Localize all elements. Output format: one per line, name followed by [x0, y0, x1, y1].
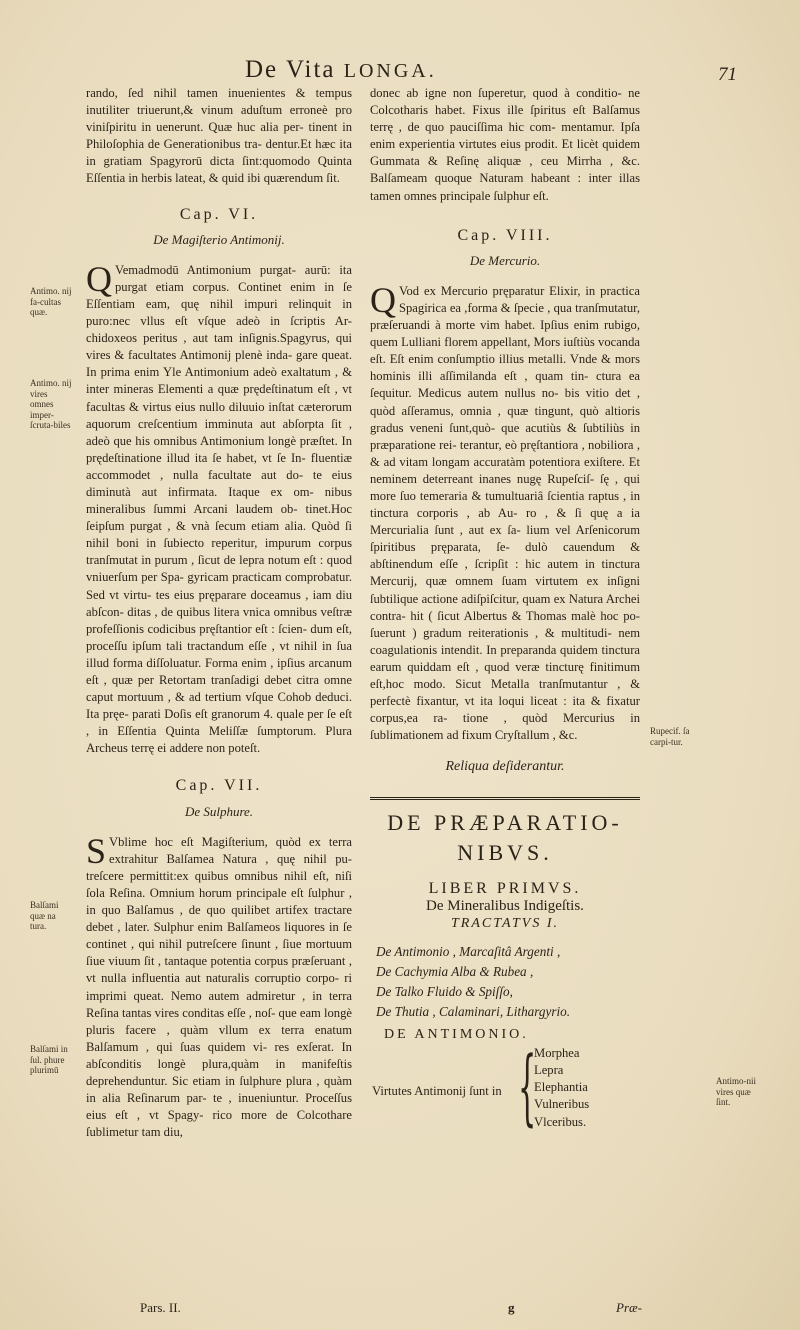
left-column — [86, 85, 352, 1141]
text-line: alia. Quòd ſi nihil boni in ſubiecto reperitur, — [86, 519, 353, 551]
margin-note: Antimo-nii vires quæ ſint. — [716, 1076, 756, 1107]
chapter-8-text — [370, 279, 641, 745]
text-line: Eſt enim conſumptio illius metalli. Vnde & — [389, 352, 611, 367]
text-line: tingunt, quò altioris gradus veneni ſunt,quò- — [370, 403, 640, 435]
text-line: enim , ipſius arcanum eſt , quæ per Retortam — [86, 655, 352, 687]
text-line: treſcere permittit:ex quibus omnibus nihil eſt, — [86, 868, 330, 883]
right-column — [370, 85, 640, 1141]
text-line: tranſadigi debet citra omne caput mortuum , — [86, 673, 352, 705]
text-line: terantur, eò pręſtantiora , nobiliora , & ad — [370, 437, 640, 469]
text-line: lium vel Arſenicorum ſpiritibus pręparata, ſe- — [370, 523, 640, 555]
text-line: que eam longè pluris facere , quàm vllum ex — [86, 1005, 352, 1037]
text-line: quidem tinctura earum quiddam eſt , quod — [370, 642, 640, 674]
text-line: tes eius pręparare doceamus , iam diu abſcon- — [86, 587, 352, 619]
text-line: dulò cauendum & abſtinendum eſſe , ſcripſit : — [370, 540, 640, 572]
text-line: Vemadmodū Antimonium purgat- aurū: — [115, 262, 331, 277]
page-number: 71 — [718, 64, 737, 85]
text-line: hit ( ſicut Albertus & Thomas malè hoc po- — [410, 608, 640, 623]
list-item: Lepra — [534, 1063, 564, 1078]
text-line: niſi ſola Reſina. Omnium horum principale — [86, 868, 352, 900]
text-line: inutiliter triuerunt,& vinum aduſtum erroneè — [86, 103, 328, 118]
text-line: nem coagulationis intendit. In preparanda — [370, 625, 640, 657]
contents-line: De Antimonio , Marcaſitâ Argenti , — [376, 943, 561, 959]
chapter-6-subtitle: De Magiſterio Antimonij. — [153, 231, 285, 247]
text-line: ne Colcotharis habet. Fixus ille ſpiritus eſt — [370, 86, 640, 118]
text-line: quæ prędeſtinatum eſt , vt facultas & virtus — [86, 382, 353, 414]
text-line: Balſamus terrę , de quo pauciſſima hic com- — [370, 103, 640, 135]
de-mineralibus-heading: De Mineralibus Indigeſtis. — [426, 897, 584, 914]
text-line: adeò exaltatum , & inter mineras Elementi a — [86, 365, 352, 397]
text-line: extrahitur Balſamea Natura , quę nihil pu- — [109, 851, 352, 866]
chapter-8-title: Cap. VIII. — [457, 226, 553, 244]
text-line: mentamur. Ipſa enim experientia virtutes eius — [370, 120, 640, 152]
chapter-6-title: Cap. VI. — [179, 205, 259, 223]
liber-heading: LIBER PRIMVS. — [428, 880, 582, 898]
text-line: nibus mineralibus ſummi Arcani laudem ob- — [86, 484, 352, 517]
text-line: florem appellant, Mors iuſtiùs vocanda eſt. — [370, 335, 640, 367]
catchword: Præ- — [616, 1300, 642, 1315]
text-line: res exſerat. In abſconditis longè plura,quàm — [86, 1039, 352, 1071]
text-line: impurum corpus tranſmutat in purum , ſicut — [86, 536, 352, 568]
chapter-7-subtitle: De Sulphure. — [184, 803, 254, 819]
text-line: eſt ſulphur , in quo Balſamus , de quo quilibet — [86, 885, 352, 918]
drop-cap: Q — [86, 258, 112, 299]
text-line: ctura ea ſequitur. Medicus autem nullus no- — [370, 369, 640, 401]
margin-note: Antimo. nij vires omnes imper-ſcruta-biles — [30, 378, 72, 430]
text-line: vt nihil in ſua illud forma diſſoluatur. Forma — [86, 638, 353, 670]
text-line: gyricam practicam comprobatur. Sed vt virtu- — [86, 570, 352, 602]
running-head-title: De Vita — [245, 56, 344, 83]
tractatus-heading: TRACTATVS I. — [450, 915, 559, 931]
margin-note: Balſami in ſul. phure plurimū — [30, 1044, 68, 1075]
drop-cap: S — [86, 830, 107, 871]
running-head-title-b: LONGA. — [343, 60, 437, 82]
text-line: eius nullo diluuio inſtat cæterorum aquorum — [86, 399, 352, 431]
text-line: te eius diminutà aut infirmata. Itaque ex om- — [86, 467, 352, 499]
text-line: gare queat. In prima enim Yle Antimonium — [86, 348, 352, 380]
text-line: ri imprimi queat. Nemo autem admiretur , — [86, 971, 352, 1003]
text-line: & quid ibi quærendum ſit. — [208, 171, 340, 186]
text-line: nulla influentia aut naturalis corruptio corpo- — [101, 971, 339, 986]
list-item: Vlceribus. — [534, 1114, 587, 1129]
text-line: in puro:nec vllus eſt vſque adeò in ſcriptis Ar- — [86, 296, 352, 329]
text-line: ſulphure plura , quàm in alia Reſinarum par- — [86, 1073, 352, 1106]
text-line: que acutiùs & ſubtiliùs in præparatione rei- — [370, 420, 641, 452]
text-line: prodit. Et licèt quidem Gummata & Reſinę — [370, 137, 640, 169]
text-line: ita purgat etiam corpus. Continet enim — [115, 262, 352, 294]
text-line: fixum Cryſtallum , &c. — [461, 728, 578, 743]
text-line: ſint:quomodo Quinta Eſſentia in herbis lateat, — [86, 154, 352, 186]
text-line: ro , & ſi quę a ia Mercurialia ſunt , aut ex ſa- — [370, 506, 640, 538]
text-line: putreſcere ſinunt , ſiue mortuum ſiue viuum — [86, 937, 352, 969]
text-line: ſcientia raptus , in tinctura corporis , ab Au- — [370, 488, 640, 521]
text-line: terra enatum Balſamum , qui ſuas quidem vi- — [86, 1022, 352, 1054]
text-line: ſit , tantaque potentia corpus præſeruant , vt — [86, 954, 353, 986]
virtutes-brace-list — [370, 1039, 640, 1141]
text-line: donec ab igne non ſuperetur, quod à conditio- — [370, 86, 622, 100]
text-line: principale ſulphur eſt. — [439, 188, 549, 203]
chapter-8-subtitle: De Mercurio. — [469, 252, 541, 268]
virtutes-list — [534, 1045, 589, 1131]
text-line: ſuerunt ) gradum reiterationis , & multitudi- — [370, 625, 612, 640]
text-line: adiſpiſcitur, quam ex Natura Archei contra- — [370, 591, 641, 623]
virtutes-label: Virtutes Antimonij ſunt in — [372, 1083, 502, 1098]
text-line: mors hominis illi aſſimilanda eſt , quam tin- — [370, 352, 641, 384]
text-line: pro viniſpiritu in uenerunt. Quæ huc alia per- — [86, 103, 353, 135]
reliqua-note: Reliqua deſiderantur. — [445, 759, 565, 775]
left-intro-paragraph — [86, 85, 352, 188]
signature-mark: Pars. II. — [140, 1300, 181, 1315]
text-line: & ad tertium vſque Cohob deduci. Ita pręe- — [86, 690, 352, 722]
text-line: que his omnibus Antimonium longè præſtet. — [113, 433, 338, 448]
gathering-signature: g — [508, 1300, 515, 1315]
chapter-7-title: Cap. VII. — [175, 777, 263, 795]
text-line: vt ita loqui liceat : ita & fixatur corpus,ea ra- — [370, 694, 641, 726]
text-line: habet. Ipſius enim rubigo, quem Lulliani — [370, 318, 641, 350]
text-line: tinet.Hoc ſeipſum purgat , & vnà ſecum etiam — [86, 502, 352, 534]
contents-line: De Talko Fluido & Spiſſo, — [376, 983, 513, 999]
text-line: ditas , de quibus litera vnica omnibus veſtræ — [127, 604, 352, 619]
text-line: artifex tractare debet , later. Sulphur enim — [86, 903, 352, 935]
text-line: te , inueniuntur. Proceſſus eius eſt , vt Spagy- — [86, 1091, 352, 1123]
text-line: in manifeſtis deprehenduntur. Sic etiam in — [86, 1056, 353, 1088]
contents-line: De Thutia , Calaminari, Lithargyrio. — [376, 1003, 571, 1019]
text-line: aliquæ , ceu Mirrha , &c. Balſameam quoque — [370, 154, 640, 186]
text-line: hic autem in tinctura Mercurij, quæ omnem — [370, 557, 640, 589]
contents-line: De Cachymia Alba & Rubea , — [376, 963, 534, 979]
text-line: in terra Reſina tantas vires conditas eſſe , noſ- — [86, 988, 353, 1020]
chapter-7-text — [86, 830, 353, 1142]
text-line: Archeus terrę ei addere non poteſt. — [86, 741, 261, 756]
book-heading-line-1: DE PRÆPARATIO- — [387, 810, 623, 836]
margin-note: Balſami quæ na tura. — [30, 900, 59, 931]
text-line: tinent in Philoſophia de Generationibus tra- — [86, 120, 353, 152]
list-item: Vulneribus — [534, 1097, 590, 1112]
margin-note: Antimo. nij fa-cultas quæ. — [30, 286, 72, 317]
text-line: vitam longam accuratàm potentiora exiſtere. — [399, 454, 625, 469]
text-line: In prędeſtinatione illud ita ſe habet, vt ſe In- — [86, 433, 352, 465]
margin-note: Rupecif. ſa carpi-tur. — [650, 726, 690, 747]
chapter-6-text — [86, 258, 353, 758]
text-line: Vblime hoc eſt Magiſterium, quòd ex terra — [109, 834, 352, 849]
drop-cap: Q — [370, 279, 396, 320]
text-line: rando, ſed nihil tamen inuenientes & tempus — [86, 86, 352, 100]
text-line: tione , quòd Mercurius in ſublimationem ad — [370, 711, 640, 743]
text-line: dentur.Et hæc ita in gratiam Spagyrorū dicta — [86, 137, 352, 169]
text-line: parati Doſis eſt granorum 4. quale per ſe eſt , — [86, 707, 353, 739]
right-intro-paragraph — [370, 85, 640, 205]
running-head — [245, 56, 437, 84]
text-line: Naturam habeant : inter illas tamen omnes — [370, 171, 640, 203]
curly-brace-icon: { — [518, 1039, 537, 1135]
de-antimonio-heading: DE ANTIMONIO. — [384, 1026, 529, 1042]
text-line: Balſameos liquores in ſe continet , qui nihil — [86, 920, 352, 952]
text-line: in ſe Eſſentiam eam, quę nihil impuri relinquit — [86, 279, 352, 311]
text-line: in Eſſentia Quinta Meliſſæ ſumptorum. Plura — [98, 724, 352, 739]
list-item: Morphea — [534, 1045, 580, 1060]
book-heading-line-2: NIBVS. — [457, 840, 553, 866]
text-line: rico more de Colcothare ſublimetur tam diu, — [86, 1108, 353, 1140]
text-line: profeſſionis codicibus pręſtantior eſt : ſcien- — [86, 621, 307, 636]
text-line: qui vires & facultates Antimonij plenè inda- — [86, 331, 352, 363]
text-line: creſcentium imminuta aut abſorpta ſit , adeò — [86, 416, 352, 448]
text-line: qua tranſmutatur, præſeruandi à morte vim — [370, 300, 640, 333]
text-line: ſuam virtutem ex inſigni ſubtilique actione — [370, 574, 640, 606]
text-line: Et neminem deterreant inanes nugę Rupeſciſ- — [370, 454, 640, 486]
list-item: Elephantia — [534, 1080, 588, 1095]
text-line: ſę , qui more ſuo temeraria & tumultuariâ — [370, 471, 640, 503]
text-line: dum eſt, proceſſu ipſum tali tractandum eſſe , — [86, 621, 353, 653]
text-line: practica Spagirica ea ,forma & ſpecie , — [399, 283, 640, 315]
text-line: chidoxeos peritus , aut tam inſignis.Spagyrus, — [86, 331, 330, 346]
text-line: veræ tincturę finitimum eſt,hoc modo. Sicut — [370, 659, 640, 691]
text-line: Metalla tranſmutantur , & perfectè fixantur, — [370, 677, 640, 709]
section-divider — [370, 797, 640, 800]
text-line: Vod ex Mercurio pręparatur Elixir, in — [399, 283, 596, 298]
text-line: fluentiæ accommodet , nulla facultate aut do- — [86, 450, 353, 482]
text-line: de lepra notum eſt : quod vniuerſum per Spa- — [86, 553, 352, 585]
text-line: bis vitio det , quòd aſſeramus, omnia , quæ — [370, 386, 640, 418]
